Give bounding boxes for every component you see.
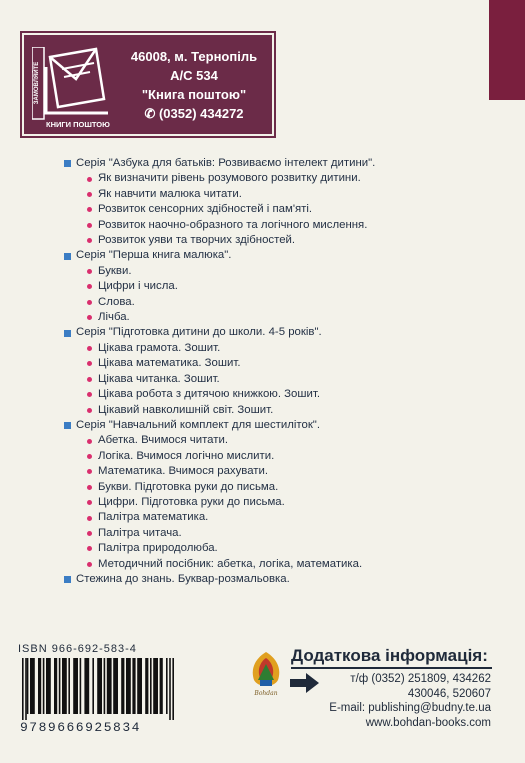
publisher-logo-icon xyxy=(248,650,284,690)
barcode-bar xyxy=(150,658,152,714)
barcode-bar xyxy=(25,658,27,720)
item-label: Цифри і числа. xyxy=(98,280,178,293)
barcode-bar xyxy=(104,658,106,714)
list-item xyxy=(64,464,494,479)
barcode-bar xyxy=(153,658,158,714)
address-service-name: "Книга поштою" xyxy=(141,87,247,102)
list-item xyxy=(64,356,494,371)
item-label: Цікава математика. Зошит. xyxy=(98,357,241,370)
dot-bullet-icon xyxy=(87,546,92,551)
item-label: Логіка. Вчимося логічно мислити. xyxy=(98,449,275,462)
item-label: Як навчити малюка читати. xyxy=(98,187,242,200)
item-label: Букви. Підготовка руки до письма. xyxy=(98,480,279,493)
series-heading xyxy=(64,248,494,263)
item-label: Палітра читача. xyxy=(98,526,182,539)
contact-email: E-mail: publishing@budny.te.ua xyxy=(329,702,491,714)
dot-bullet-icon xyxy=(87,361,92,366)
list-item xyxy=(64,433,494,448)
dot-bullet-icon xyxy=(87,207,92,212)
list-item xyxy=(64,387,494,402)
item-label: Букви. xyxy=(98,264,132,277)
barcode-bar xyxy=(22,658,24,720)
mail-order-box xyxy=(22,33,274,136)
square-bullet-icon xyxy=(64,576,71,583)
item-label: Розвиток сенсорних здібностей і пам'яті. xyxy=(98,203,313,216)
dot-bullet-icon xyxy=(87,516,92,521)
list-item xyxy=(64,403,494,418)
address-city: 46008, м. Тернопіль xyxy=(130,49,258,64)
dot-bullet-icon xyxy=(87,392,92,397)
item-label: Цікава грамота. Зошит. xyxy=(98,341,221,354)
list-item xyxy=(64,510,494,525)
barcode-bar xyxy=(68,658,70,714)
dot-bullet-icon xyxy=(87,192,92,197)
barcode-bar xyxy=(172,658,174,720)
barcode-bar xyxy=(166,658,168,714)
logo-text: КНИГИ ПОШТОЮ xyxy=(46,120,110,129)
dot-bullet-icon xyxy=(87,346,92,351)
item-label: Палітра математика. xyxy=(98,511,209,524)
series-title: Серія "Навчальний комплект для шестиліток". xyxy=(76,418,321,431)
series-title: Серія "Перша книга малюка". xyxy=(76,249,232,262)
additional-info-title: Додаткова інформація: xyxy=(291,646,488,665)
barcode-bar xyxy=(38,658,41,714)
barcode-bar xyxy=(132,658,135,714)
dot-bullet-icon xyxy=(87,500,92,505)
list-item xyxy=(64,310,494,325)
dot-bullet-icon xyxy=(87,223,92,228)
barcode xyxy=(20,658,242,720)
list-item xyxy=(64,233,494,248)
book-catalog xyxy=(64,156,494,587)
barcode-bar xyxy=(126,658,131,714)
barcode-bar xyxy=(73,658,78,714)
dot-bullet-icon xyxy=(87,454,92,459)
list-item xyxy=(64,341,494,356)
series-heading xyxy=(64,572,494,587)
item-label: Абетка. Вчимося читати. xyxy=(98,434,228,447)
barcode-bar xyxy=(54,658,57,714)
list-item xyxy=(64,279,494,294)
dot-bullet-icon xyxy=(87,315,92,320)
barcode-bar xyxy=(97,658,102,714)
list-item xyxy=(64,264,494,279)
barcode-bar xyxy=(59,658,61,714)
dot-bullet-icon xyxy=(87,377,92,382)
barcode-bar xyxy=(84,658,89,714)
mail-envelope-logo xyxy=(32,47,110,131)
contact-phone: т/ф (0352) 251809, 434262 xyxy=(350,673,491,685)
list-item xyxy=(64,557,494,572)
barcode-bar xyxy=(27,658,29,714)
list-item xyxy=(64,372,494,387)
series-heading xyxy=(64,325,494,340)
item-label: Цікава читанка. Зошит. xyxy=(98,372,220,385)
square-bullet-icon xyxy=(64,330,71,337)
list-item xyxy=(64,202,494,217)
barcode-bar xyxy=(107,658,112,714)
corner-tab xyxy=(489,0,525,100)
list-item xyxy=(64,495,494,510)
dot-bullet-icon xyxy=(87,469,92,474)
barcode-bar xyxy=(160,658,163,714)
dot-bullet-icon xyxy=(87,269,92,274)
dot-bullet-icon xyxy=(87,238,92,243)
list-item xyxy=(64,187,494,202)
barcode-bar xyxy=(113,658,118,714)
item-label: Розвиток наочно-образного та логічного мислення. xyxy=(98,218,368,231)
list-item xyxy=(64,171,494,186)
barcode-bar xyxy=(80,658,82,714)
item-label: Методичний посібник: абетка, логіка, математика. xyxy=(98,557,363,570)
item-label: Палітра природолюба. xyxy=(98,542,218,555)
isbn-label: ISBN 966-692-583-4 xyxy=(18,643,137,655)
dot-bullet-icon xyxy=(87,485,92,490)
series-heading xyxy=(64,418,494,433)
contact-phone-extra: 430046, 520607 xyxy=(407,687,491,700)
address-phone: ✆ (0352) 434272 xyxy=(144,106,244,121)
dot-bullet-icon xyxy=(87,300,92,305)
barcode-bar xyxy=(30,658,35,714)
dot-bullet-icon xyxy=(87,439,92,444)
item-label: Математика. Вчимося рахувати. xyxy=(98,465,269,478)
barcode-number: 9789666925834 xyxy=(20,720,141,735)
square-bullet-icon xyxy=(64,253,71,260)
dot-bullet-icon xyxy=(87,531,92,536)
divider xyxy=(291,667,492,669)
address-po-box: А/С 534 xyxy=(170,68,218,83)
item-label: Цікавий навколишній світ. Зошит. xyxy=(98,403,274,416)
dot-bullet-icon xyxy=(87,408,92,413)
item-label: Розвиток уяви та творчих здібностей. xyxy=(98,234,296,247)
list-item xyxy=(64,526,494,541)
dot-bullet-icon xyxy=(87,177,92,182)
barcode-bar xyxy=(46,658,51,714)
barcode-bar xyxy=(43,658,45,714)
contact-website: www.bohdan-books.com xyxy=(365,716,491,729)
list-item xyxy=(64,480,494,495)
barcode-bar xyxy=(145,658,148,714)
logo-side-text: ЗАМОВЛЯЙТЕ xyxy=(34,61,40,105)
barcode-bar xyxy=(92,658,94,714)
item-label: Цікава робота з дитячою книжкою. Зошит. xyxy=(98,388,320,401)
barcode-bar xyxy=(169,658,171,720)
series-heading xyxy=(64,156,494,171)
barcode-bar xyxy=(121,658,124,714)
list-item xyxy=(64,295,494,310)
address-lines xyxy=(114,47,274,123)
square-bullet-icon xyxy=(64,422,71,429)
list-item xyxy=(64,541,494,556)
series-title: Серія "Азбука для батьків: Розвиваємо інтелект дитини". xyxy=(76,157,376,169)
list-item xyxy=(64,449,494,464)
item-label: Слова. xyxy=(98,295,135,308)
item-label: Лічба. xyxy=(98,311,130,324)
publisher-name: Bohdan xyxy=(254,690,278,697)
series-title: Серія "Підготовка дитини до школи. 4-5 років". xyxy=(76,326,322,339)
contact-info xyxy=(291,672,491,730)
item-label: Цифри. Підготовка руки до письма. xyxy=(98,495,285,508)
dot-bullet-icon xyxy=(87,562,92,567)
barcode-bar xyxy=(62,658,67,714)
series-title: Стежина до знань. Буквар-розмальовка. xyxy=(76,572,290,585)
item-label: Як визначити рівень розумового розвитку дитини. xyxy=(98,172,361,185)
list-item xyxy=(64,218,494,233)
barcode-bar xyxy=(137,658,142,714)
dot-bullet-icon xyxy=(87,284,92,289)
square-bullet-icon xyxy=(64,160,71,167)
